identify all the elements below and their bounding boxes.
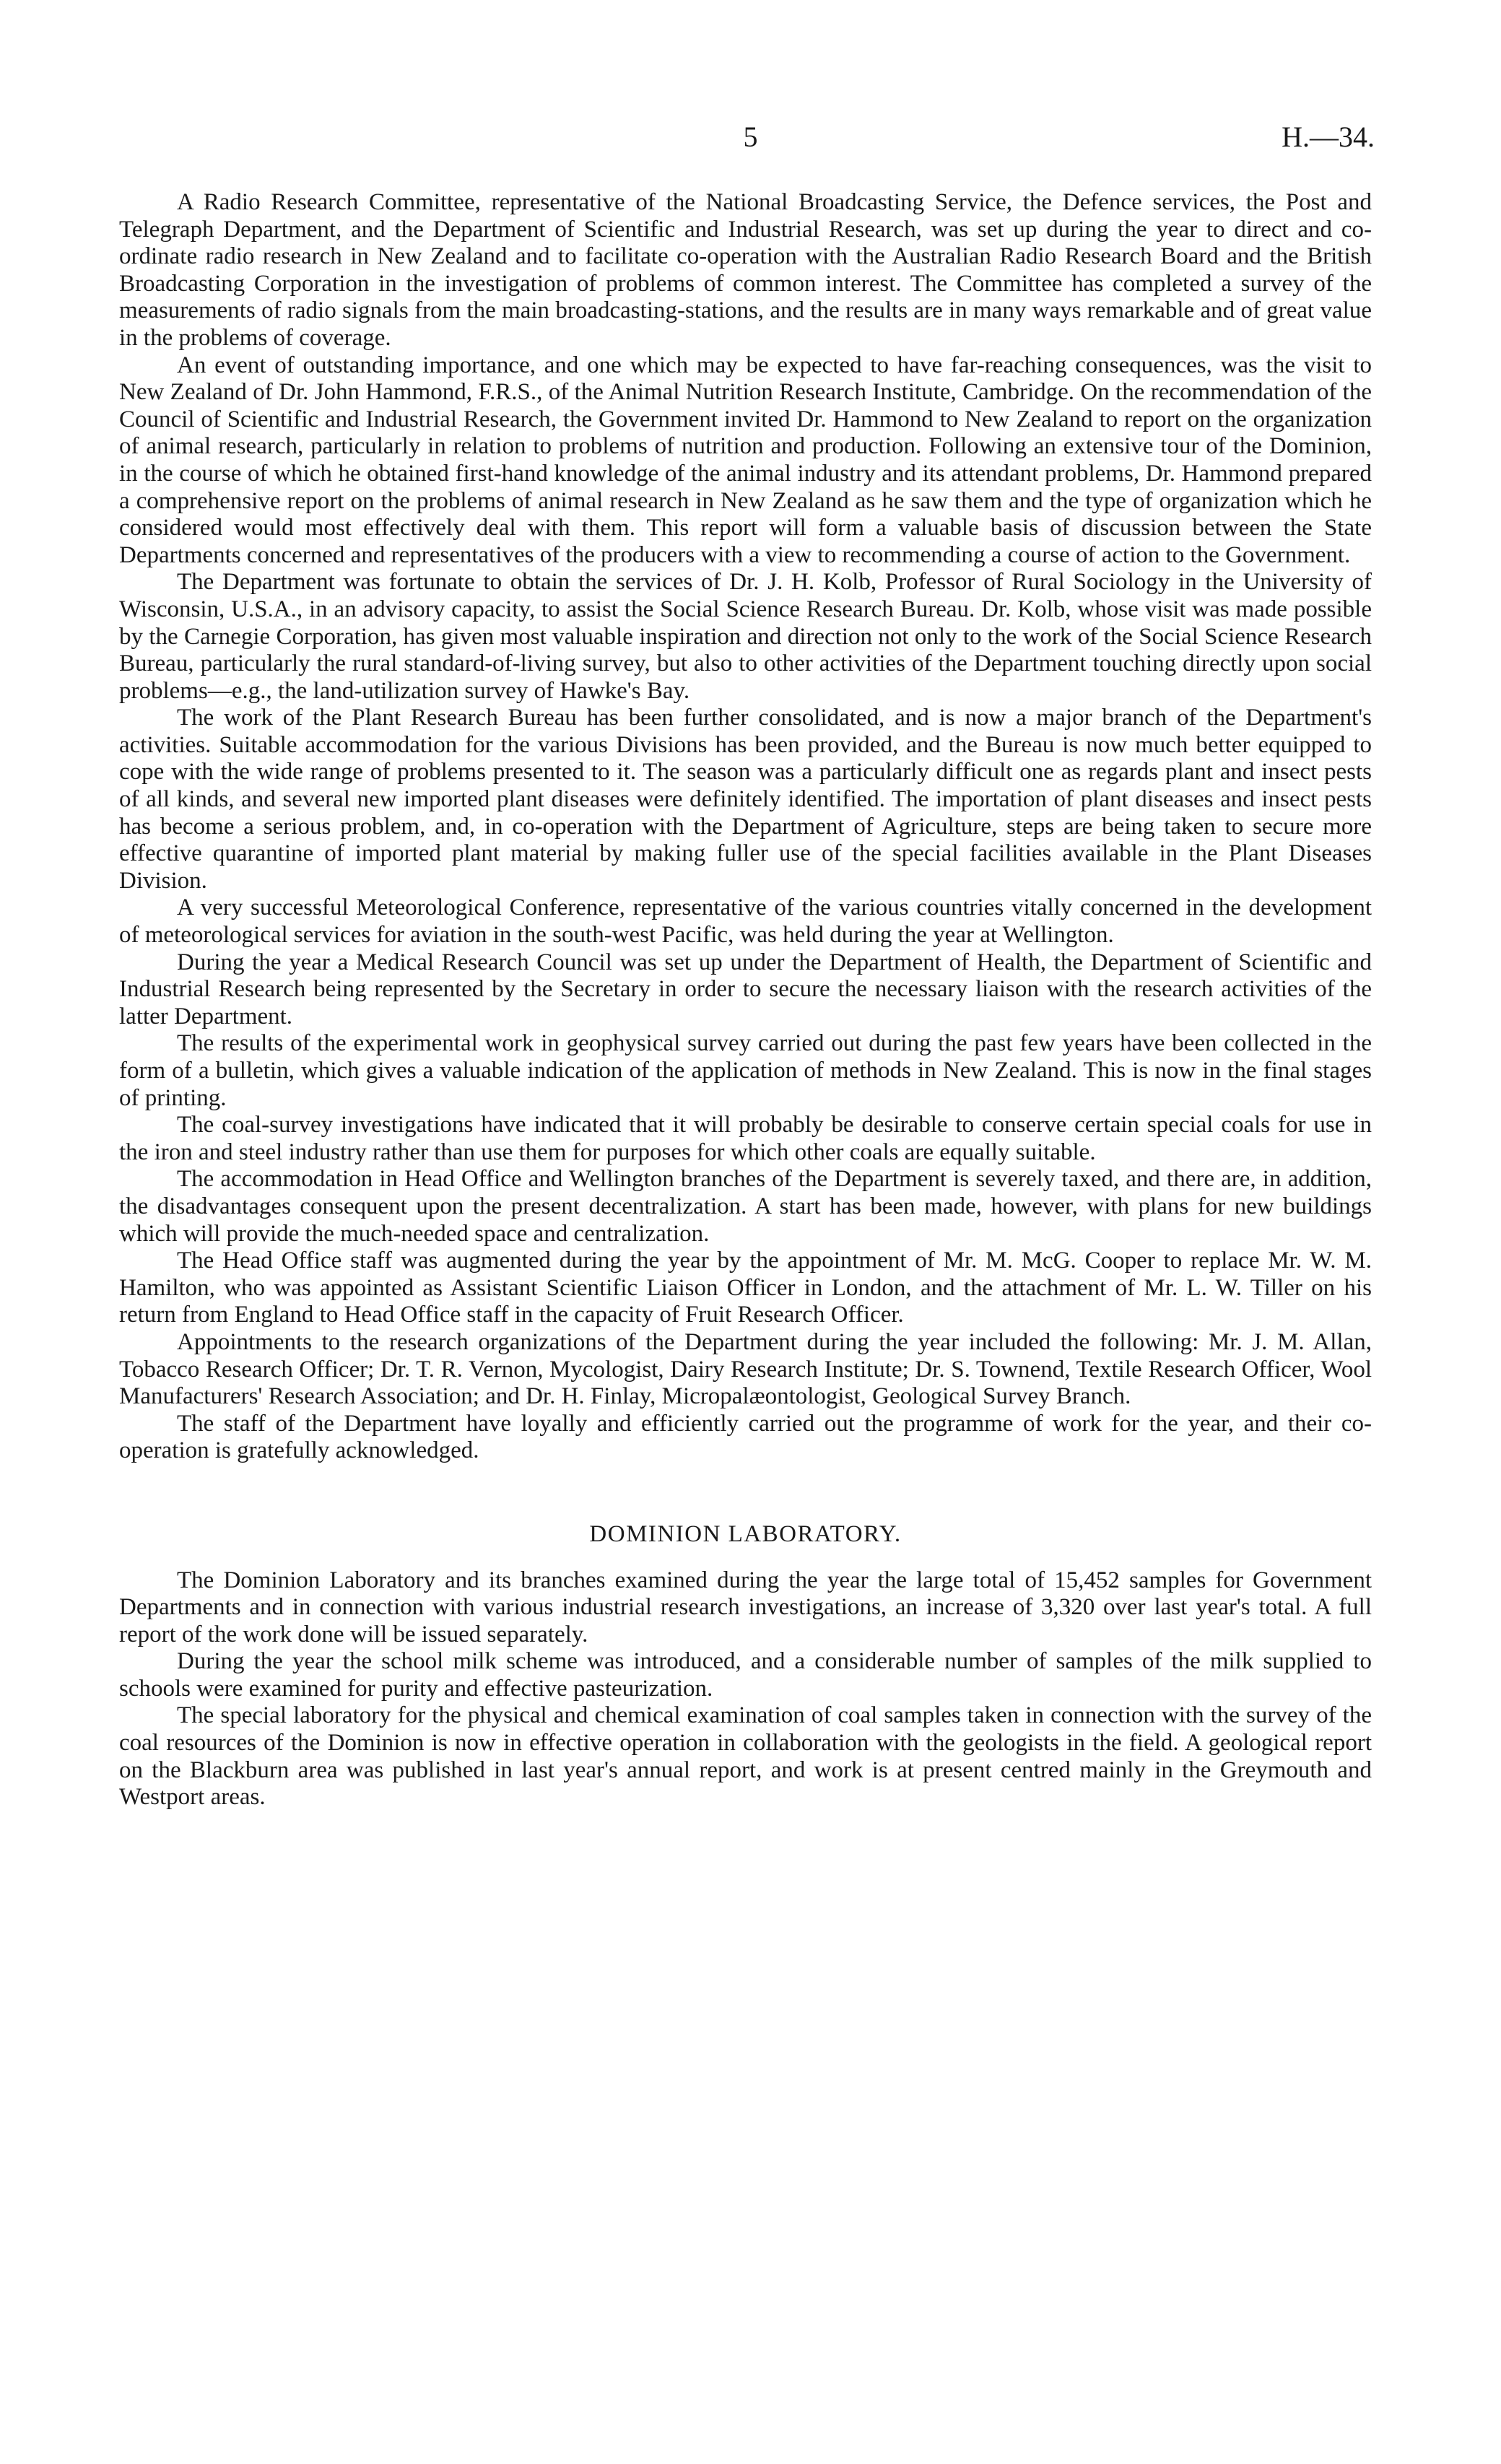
paragraph: During the year a Medical Research Council was set up under the Department of Health, the Department of Scientific and Industrial Research being represented by the Secretary in order to secure the necessary liaison with the research activities of the latter Department.: [119, 949, 1372, 1029]
paragraph: The Head Office staff was augmented during the year by the appointment of Mr. M. McG. Cooper to replace Mr. W. M. Hamilton, who was appointed as Assistant Scientific Liaison Officer in London, and the attachment of Mr. L. W. Tiller on his return from England to Head Office staff in the capacity of Fruit Research Officer.: [119, 1248, 1372, 1328]
body-text: [119, 189, 1372, 1811]
paragraph: The accommodation in Head Office and Wellington branches of the Department is severely taxed, and there are, in addition, the disadvantages consequent upon the present decentralization. A start has been made, however, with plans for new buildings which will provide the much-needed space and centralization.: [119, 1166, 1372, 1247]
paragraph: The results of the experimental work in geophysical survey carried out during the past few years have been collected in the form of a bulletin, which gives a valuable indication of the application of methods in New Zealand. This is now in the final stages of printing.: [119, 1030, 1372, 1111]
paragraph: The Department was fortunate to obtain the services of Dr. J. H. Kolb, Professor of Rural Sociology in the University of Wisconsin, U.S.A., in an advisory capacity, to assist the Social Science Research Bureau. Dr. Kolb, whose visit was made possible by the Carnegie Corporation, has given most valuable inspiration and direction not only to the work of the Social Science Research Bureau, particularly the rural standard-of-living survey, but also to other activities of the Department touching directly upon social problems—e.g., the land-utilization survey of Hawke's Bay.: [119, 569, 1372, 704]
paragraph: An event of outstanding importance, and one which may be expected to have far-reaching consequences, was the visit to New Zealand of Dr. John Hammond, F.R.S., of the Animal Nutrition Research Institute, Cambridge. On the recommendation of the Council of Scientific and Industrial Research, the Government invited Dr. Hammond to New Zealand to report on the organization of animal research, particularly in relation to problems of nutrition and production. Following an extensive tour of the Dominion, in the course of which he obtained first-hand knowledge of the animal industry and its attendant problems, Dr. Hammond prepared a comprehensive report on the problems of animal research in New Zealand as he saw them and the type of organization which he considered would most effectively deal with them. This report will form a valuable basis of discussion between the State Departments concerned and representatives of the producers with a view to recommending a course of action to the Government.: [119, 352, 1372, 568]
paragraph: A very successful Meteorological Conference, representative of the various countries vitally concerned in the development of meteorological services for aviation in the south-west Pacific, was held during the year at Wellington.: [119, 894, 1372, 949]
paragraph: The work of the Plant Research Bureau has been further consolidated, and is now a major branch of the Department's activities. Suitable accommodation for the various Divisions has been provided, and the Bureau is now much better equipped to cope with the wide range of problems presented to it. The season was a particularly difficult one as regards plant and insect pests of all kinds, and several new imported plant diseases were definitely identified. The importation of plant diseases and insect pests has become a serious problem, and, in co-operation with the Department of Agriculture, steps are being taken to secure more effective quarantine of imported plant material by making fuller use of the special facilities available in the Plant Diseases Division.: [119, 705, 1372, 894]
paragraph: The coal-survey investigations have indicated that it will probably be desirable to conserve certain special coals for use in the iron and steel industry rather than use them for purposes for which other coals are equally suitable.: [119, 1112, 1372, 1165]
paragraph: A Radio Research Committee, representative of the National Broadcasting Service, the Defence services, the Post and Telegraph Department, and the Department of Scientific and Industrial Research, was set up during the year to direct and co-ordinate radio research in New Zealand and to facilitate co-operation with the Australian Radio Research Board and the British Broadcasting Corporation in the investigation of problems of common interest. The Committee has completed a survey of the measurements of radio signals from the main broadcasting-stations, and the results are in many ways remarkable and of great value in the problems of coverage.: [119, 189, 1372, 351]
section-heading: DOMINION LABORATORY.: [589, 1520, 902, 1547]
page-number: 5: [743, 121, 758, 153]
document-reference: H.—34.: [1282, 121, 1375, 153]
paragraph: The special laboratory for the physical and chemical examination of coal samples taken in connection with the survey of the coal resources of the Dominion is now in effective operation in collaboration with the geologists in the field. A geological report on the Blackburn area was published in last year's annual report, and work is at present centred mainly in the Greymouth and Westport areas.: [119, 1702, 1372, 1811]
paragraph: The staff of the Department have loyally and efficiently carried out the programme of work for the year, and their co-operation is gratefully acknowledged.: [119, 1410, 1372, 1464]
paragraph: The Dominion Laboratory and its branches examined during the year the large total of 15,452 samples for Government Departments and in connection with various industrial research investigations, an increase of 3,320 over last year's total. A full report of the work done will be issued separately.: [119, 1567, 1372, 1647]
paragraph: During the year the school milk scheme was introduced, and a considerable number of samples of the milk supplied to schools were examined for purity and effective pasteurization.: [119, 1648, 1372, 1702]
paragraph: Appointments to the research organizations of the Department during the year included the following: Mr. J. M. Allan, Tobacco Research Officer; Dr. T. R. Vernon, Mycologist, Dairy Research Institute; Dr. S. Townend, Textile Research Officer, Wool Manufacturers' Research Association; and Dr. H. Finlay, Micropalæontologist, Geological Survey Branch.: [119, 1328, 1372, 1410]
